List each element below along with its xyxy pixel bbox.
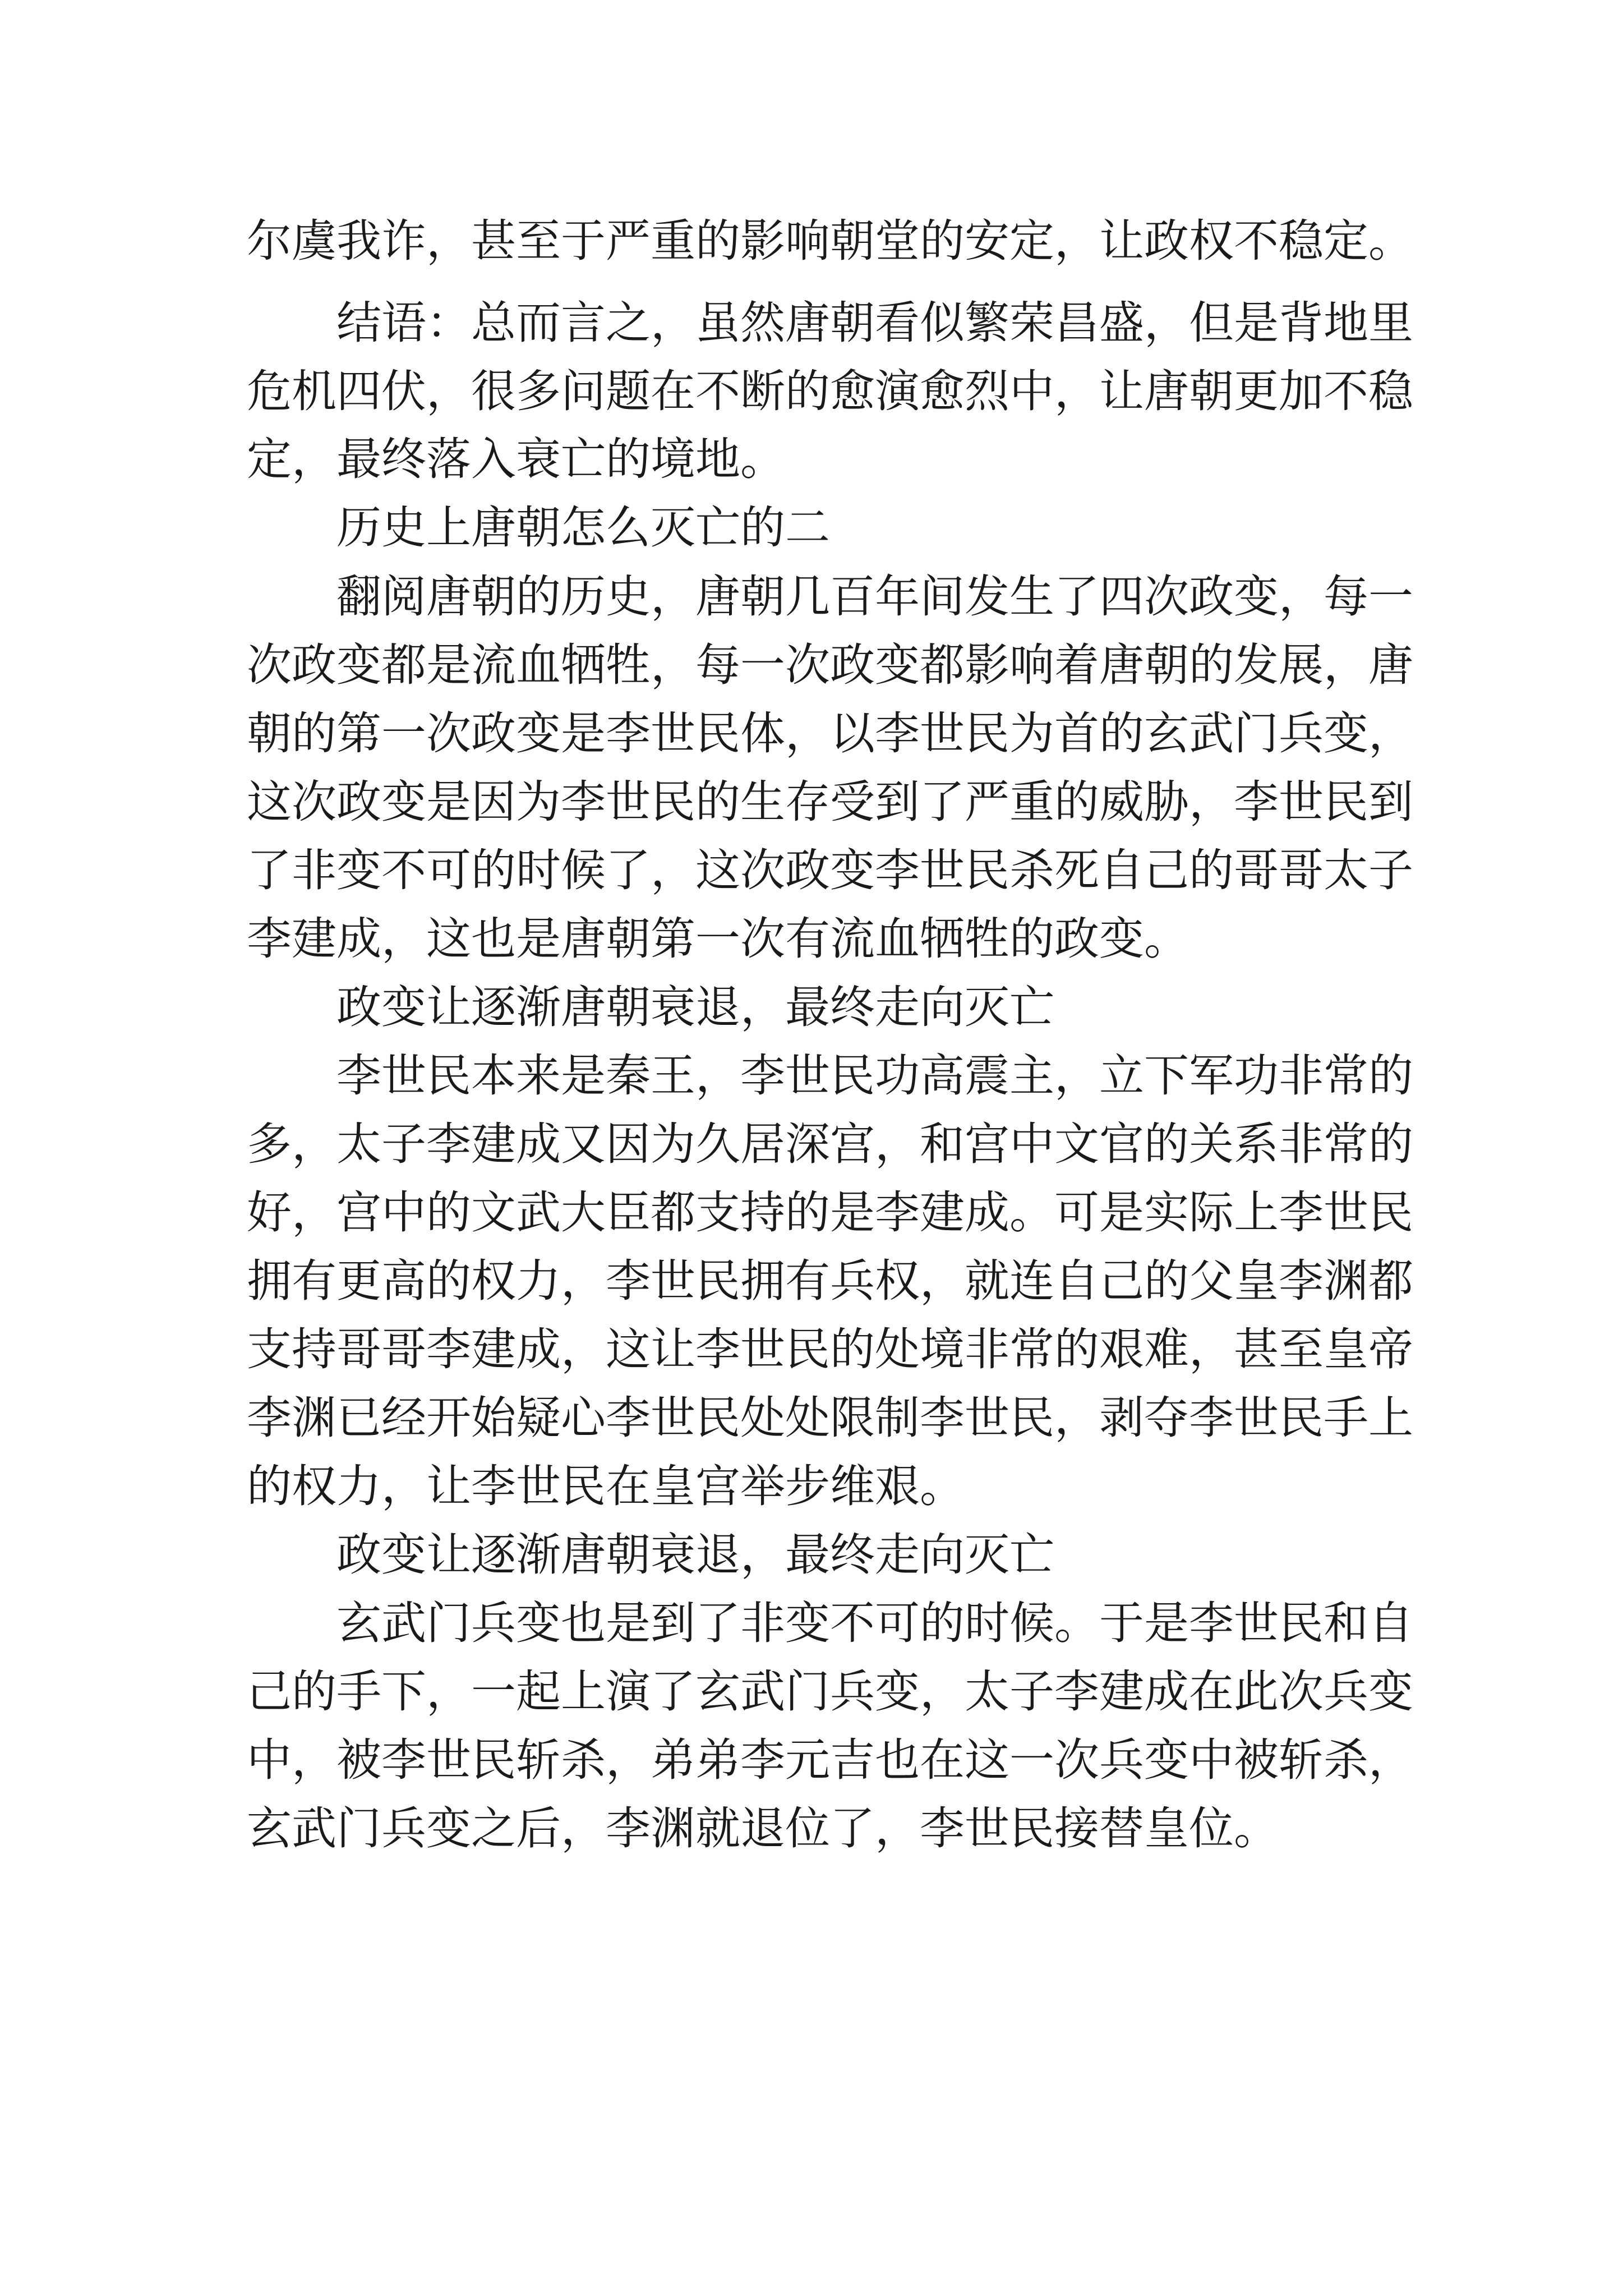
paragraph-line: 的权力，让李世民在皇宫举步维艰。 bbox=[247, 1460, 965, 1512]
paragraph-line: 支持哥哥李建成，这让李世民的处境非常的艰难，甚至皇帝 bbox=[247, 1323, 1413, 1375]
paragraph-line: 己的手下，一起上演了玄武门兵变，太子李建成在此次兵变 bbox=[247, 1665, 1413, 1718]
paragraph-line: 这次政变是因为李世民的生存受到了严重的威胁，李世民到 bbox=[247, 776, 1413, 828]
section-heading: 历史上唐朝怎么灭亡的二 bbox=[336, 501, 830, 554]
paragraph-line: 好，宫中的文武大臣都支持的是李建成。可是实际上李世民 bbox=[247, 1186, 1413, 1239]
paragraph-line: 李建成，这也是唐朝第一次有流血牺牲的政变。 bbox=[247, 913, 1189, 965]
paragraph-line: 结语：总而言之，虽然唐朝看似繁荣昌盛，但是背地里 bbox=[336, 297, 1413, 349]
paragraph-line: 翻阅唐朝的历史，唐朝几百年间发生了四次政变，每一 bbox=[336, 570, 1413, 623]
paragraph-line: 拥有更高的权力，李世民拥有兵权，就连自己的父皇李渊都 bbox=[247, 1255, 1413, 1307]
paragraph-line: 中，被李世民斩杀，弟弟李元吉也在这一次兵变中被斩杀， bbox=[247, 1734, 1413, 1786]
paragraph-line: 多，太子李建成又因为久居深宫，和宫中文官的关系非常的 bbox=[247, 1118, 1413, 1170]
paragraph-line: 危机四伏，很多问题在不断的愈演愈烈中，让唐朝更加不稳 bbox=[247, 365, 1413, 417]
paragraph-line: 玄武门兵变之后，李渊就退位了，李世民接替皇位。 bbox=[247, 1802, 1279, 1855]
paragraph-line: 玄武门兵变也是到了非变不可的时候。于是李世民和自 bbox=[336, 1597, 1413, 1649]
paragraph-line: 李世民本来是秦王，李世民功高震主，立下军功非常的 bbox=[336, 1050, 1413, 1102]
paragraph-line: 次政变都是流血牺牲，每一次政变都影响着唐朝的发展，唐 bbox=[247, 639, 1413, 691]
paragraph-line: 尔虞我诈，甚至于严重的影响朝堂的安定，让政权不稳定。 bbox=[247, 215, 1413, 267]
section-heading: 政变让逐渐唐朝衰退，最终走向灭亡 bbox=[336, 1529, 1054, 1581]
paragraph-line: 李渊已经开始疑心李世民处处限制李世民，剥夺李世民手上 bbox=[247, 1392, 1413, 1444]
paragraph-line: 定，最终落入衰亡的境地。 bbox=[247, 433, 785, 485]
paragraph-line: 朝的第一次政变是李世民体，以李世民为首的玄武门兵变， bbox=[247, 707, 1413, 760]
paragraph-line: 了非变不可的时候了，这次政变李世民杀死自己的哥哥太子 bbox=[247, 844, 1413, 896]
section-heading: 政变让逐渐唐朝衰退，最终走向灭亡 bbox=[336, 981, 1054, 1033]
